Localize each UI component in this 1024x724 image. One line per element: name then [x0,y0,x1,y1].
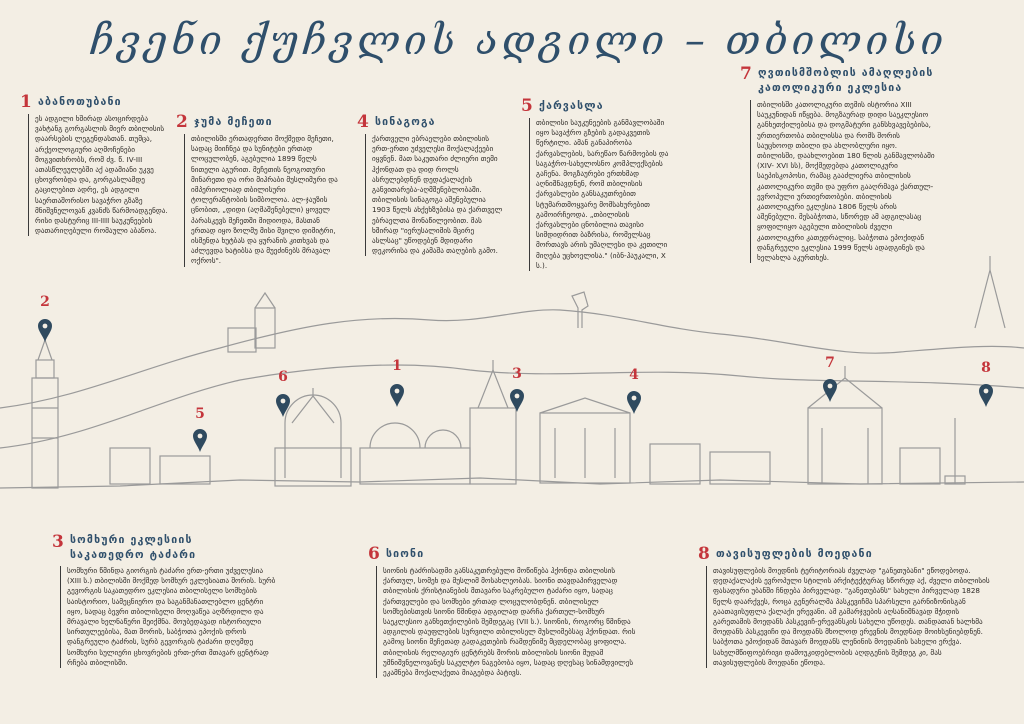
map-pin-dot [198,434,203,439]
city-skyline-illustration [0,248,1024,528]
section-number: 6 [368,544,380,564]
section-heading: ქარვასლა [539,100,604,112]
map-pin-label: 7 [825,355,835,371]
map-pin-label: 6 [278,369,288,385]
section-heading: ჯუმა მეჩეთი [194,116,273,128]
map-pin-label: 1 [392,358,402,374]
map-pin-dot [395,389,400,394]
section-text: თბილისში კათოლიკური თემის ისტორია XIII საუკუნიდან იწყება. მოგზაურად დიდი საეკლესიო განხეთქილებისა და დოგმატური განსხვავებებისა, ურთიერთობა თბილისსა და რომს შორის საუცხოოდ თბილი და ახლობლური იყო. თბილისში, დაახლოებით 180 წლის განმავლობაში (XIV- XVI სს), მოქმედებდა კათოლიკური საეპისკოპოსი, რამაც გააძლიერა თბილისის კათოლიკური თემი და უფრო გააღრმავა ქართულ-ევროპული ურთიერთობები. თბილისის კათოლიკური ეკლესია 1806 წელს არის აშენებული. მესაბჭოთა, სწორედ ამ ადგილასაც ყოფილიყო აგებული თბილისის ძველი კათოლიკური კათედრალიც. საბჭოთა ეპოქიდან დანგრეული ეკლესია 1999 წელს ადადგინეს და ხელახლა აკურთხეს. [750,100,937,263]
section-heading: სიონი [386,548,425,560]
section-number: 1 [20,92,32,112]
section-number: 3 [52,532,64,552]
section-heading: ღვთისმშობლის ამაღლების კათოლიკური ეკლესია [758,67,934,94]
map-pin-dot [632,396,637,401]
map-pin-label: 2 [40,294,50,310]
section-number: 2 [176,112,188,132]
section-heading: თავისუფლების მოედანი [716,548,873,560]
map-pin-icon[interactable] [38,319,52,342]
map-pin-label: 5 [195,406,205,422]
page-title: ჩვენი ქუჩვლის ადგილი – თბილისი [90,18,948,64]
section-number: 7 [740,64,752,84]
section-text: თბილისი საუკუნეების განმავლობაში იყო სავაჭრო გზების გადაკვეთის წერტილი. ამან განაპირობა ქარვასლების, სარეწაო წარმოების და საგაჭრო-სახელოსნო კომპლექსების გაჩენა. მოგზაურები ერთხმად აღნიშნავდნენ, რომ თბილისის ქარვასლები განსაკუთრებით სტუმართმოყვარე მომსახურებით გამოირჩეოდა. „თბილისის ქარვასლები ცნობილია თავისი სიმდიდრით ბაზრისა, რომელსაც მორთავს არის უმაღლესი და კეთილი მიღება უცხოელისა." (იბნ-ჰაუკალი, X ს.). [529,118,671,271]
map-pin-label: 3 [512,366,522,382]
map-pin-icon[interactable] [390,384,404,407]
map-pin-label: 4 [629,367,639,383]
map-pin-dot [515,394,520,399]
section-heading: სინაგოგა [375,116,436,128]
section-text: ქართველი ებრაელები თბილისის ერთ-ერთი უძველესი მოქალაქეები იყვნენ. მათ საკუთარი ძლიერი თემი ჰქონდათ და დიდ როლს ასრულებდნენ დედაქალაქის განვითარება-აღმშენებლობაში. თბილისის სინაგოგა აშენებულია 1903 წელს ახქეხზუბისა და ქართველ ებრაელთა მონაწილეობით. მას ხშირად "იერუსალიმის მცირე ასლსაც" უწოდებენ მდიდარი დეკორისა და კამაშა თაღების გამო. [365,134,504,256]
map-pin-label: 8 [981,360,991,376]
section-number: 4 [357,112,369,132]
map-pin-icon[interactable] [979,384,993,407]
section-heading: სომხური ეკლესიის საკათედრო ტაძარი [70,534,197,561]
section-text: ეს ადგილი ხშირად ასოცირდება ვახტანგ გორგასლის მიერ თბილისის დაარსების ლეგენდასთან. თუმცა, არქეოლოგიური აღმოჩენები მოგვითხრობს, რომ ძვ. წ. IV-III ათასწლეულებში აქ ადამიანი უკვე ცხოვრობდა და, გორგასლამდე გაცილებით ადრე, ეს ადგილი საერთაშორისო სავაჭრო გზაზე მნიშვნელოვან კვანძს წარმოადგენდა. რისი დასტურიც III-IIII საუკუნეების დათარიღებული რომაული აბანოა. [28,114,175,236]
section-number: 8 [698,544,710,564]
section-text: სომხური წმინდა გიორგის ტაძარი ერთ-ერთი უძველესია (XIII ს.) თბილისში მოქმედ სომხურ ეკლესიათა შორის. სურბ გევორგის საკათედრო ეკლესია თბილისელი სომხების საისტორიო, სამეცნიერო და საგანმანათლებლო ცენტრი იყო, სადაც ბევრი თბილისელი მოღვაწეა აღზრდილი და მრავალი ხელნაწერი შეიქმნა. მოუბედავად ისტორიული სირთულეებისა, მათ შორის, საბჭოთა ეპოქის დროს დანგრეული ტაძრის, სურბ გევორგის ტაძარი დღემდე სომხური სულიერი ცხოვრების ერთ-ერთ მთავარ ცენტრად რჩება თბილისში. [60,566,277,668]
map-pin-dot [281,399,286,404]
map-pin-icon[interactable] [627,391,641,414]
map-pin-dot [43,324,48,329]
section-text: თბილისში ერთადერთი მოქმედი მეჩეთი, სადაც მიიჩნეა და სუნიტები ერთად ლოცულობენ, აგებულია 1899 წელს ნითელი აგურით. მეჩეთის ნეოგოთური მინარეთი და ორი მიჰრაბი მუსლიმური და იმპერიოლიად თბილისური ტოლერანტობის სიმბოლოა. ალ-ჯაუზის ცნობით, „დიდი (აღმაშენებელი) ყოველ პარასკევს მეჩეთში მიდიოდა, მასთან ერთად იყო ზოლმუ მისი შვილი დიმიტრი, ისმენდა ხუტბას და ყურანის კითხვას და აძლევდა ხატიბსა და მუეძინებს მრავალ ოქროს". [184,134,339,267]
map-pin-dot [984,389,989,394]
section-text: სიონის ტაძრისადმი განსაკუთრებული მოწიწება ჰქონდა თბილისის ქართულ, სომეხ და მუსლიმ მოსახლეობას. სიონი თავდაპირველად თბილისის ქრისტიანების მთავარი საკრებულო ტაძარი იყო, სადაც ქართველები და სომხები ერთად ლოცულობდნენ. თბილისელ სომხებისთვის სიონი წმინდა ადგილად დარჩა ქართულ-სომხურ საეკლესიო განხეთქილების შემდეგაც (VII ს.). სიონის, როგორც წმინდა ადგილის დაუფლების სურვილი თბილისელ მუსლიმებსაც ჰქონდათ. რის გამოც სიონი მეჩეთად გადაკეთების რამდენიმე მცდელობაც ყოფილა. თბილისის რელიგიურ ცენტრებს შორის თბილისის სიონი მუდამ უმნიშვნელოვანეს საკულტო ნაგებობა იყო, სადაც დღესაც სინამდვილეს ეკამნება მოქალაქეთა მიაგებდა პატივს. [376,566,645,678]
section-number: 5 [521,96,533,116]
map-pin-icon[interactable] [823,379,837,402]
section-heading: აბანოთუბანი [38,96,122,108]
map-pin-icon[interactable] [276,394,290,417]
section-text: თავისუფლების მოედნის ტერიტორიას ძველად "განეთუბანი" ეწოდებოდა. დედაქალაქის ევროპული სტილის არქიტექტურაც სწორედ აქ, ძველი თბილისის ფასადური უბანში ჩნდება პირველად. "განეთუბანს" სახელი პირველად 1828 წელს დაარქვეს, როცა გენერალმა პასკევიჩმა სპარსელი გარნიზონისგან გაათავისუფლა ქალაქი ერევანი. ამ გამარჯვების აღსანიშნავად მჭიდის გარეთამის მოედანს პასკევიჩ-ერევანსკის სახელი უწოდეს. თანდათან ხალხმა მოედანს პასკევიჩი და მოედანს მხოლოდ ერევნის მოედნად მოიხსენიებდნენ. საბჭოთა ეპოქიდან მთავარ მოედანს ლენინის მოედანის სახელი ერქვა. სახელმწიფოებრივი დამოუკიდებლობის აღდგენის შემდეგ კი, მას თავისუფლების მოედანი ეწოდა. [706,566,993,668]
map-pin-icon[interactable] [193,429,207,452]
map-pin-dot [828,384,833,389]
